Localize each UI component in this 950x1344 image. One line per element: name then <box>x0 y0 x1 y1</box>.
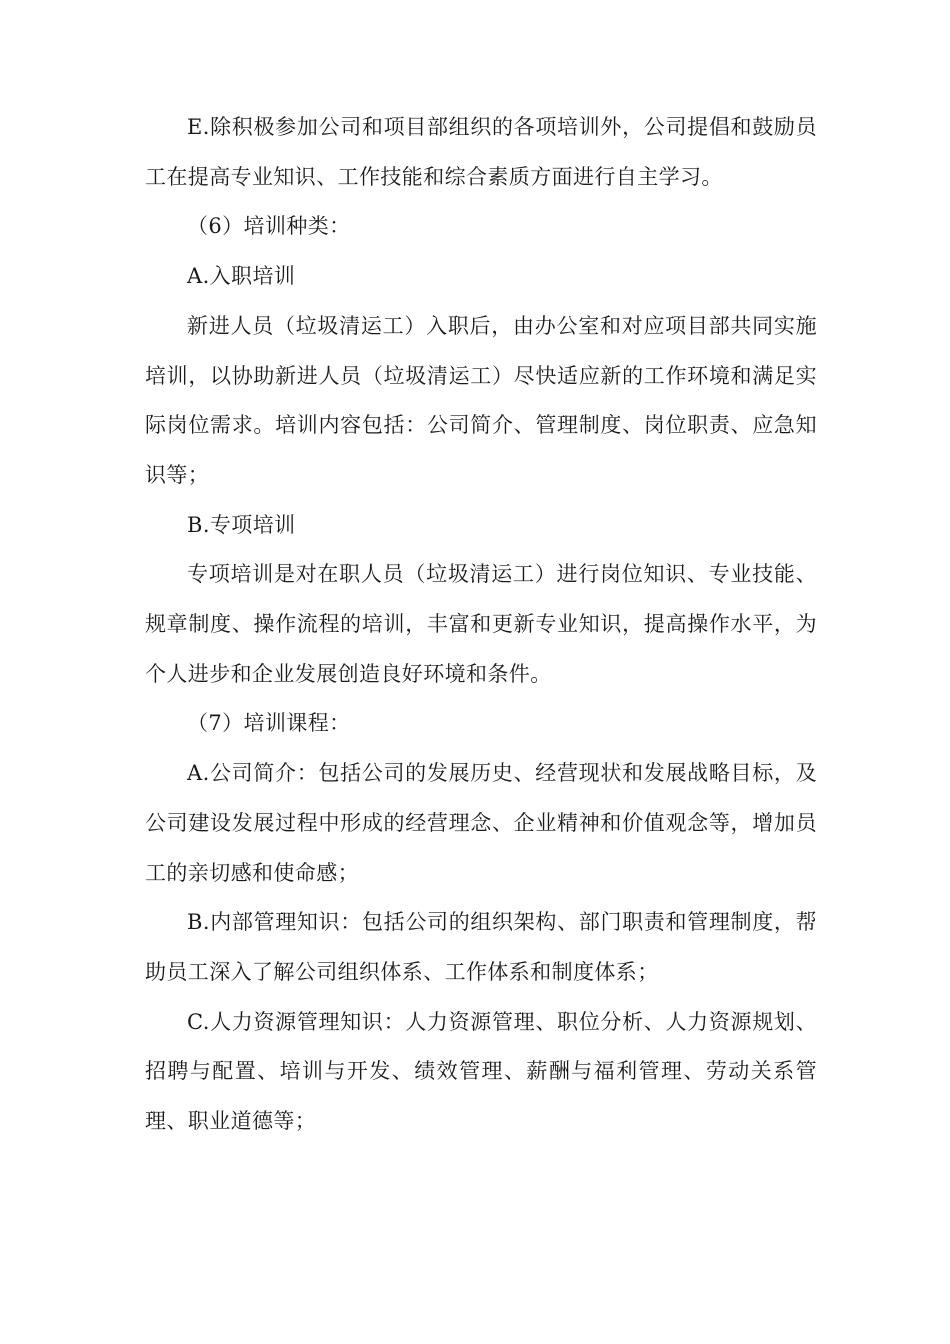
paragraph-onboarding-training: 新进人员（垃圾清运工）入职后，由办公室和对应项目部共同实施培训，以协助新进人员（垃圾清运工）尽快适应新的工作环境和满足实际岗位需求。培训内容包括：公司简介、管理制度、岗位职责、应急知识等； <box>145 313 817 487</box>
paragraph-self-study: E.除积极参加公司和项目部组织的各项培训外，公司提倡和鼓励员工在提高专业知识、工作技能和综合素质方面进行自主学习。 <box>145 115 817 189</box>
subheading-special-training: B.专项培训 <box>187 512 296 537</box>
paragraph-special-training: 专项培训是对在职人员（垃圾清运工）进行岗位知识、专业技能、规章制度、操作流程的培训，丰富和更新专业知识，提高操作水平，为个人进步和企业发展创造良好环境和条件。 <box>145 562 817 686</box>
subheading-onboarding-training: A.入职培训 <box>187 264 296 289</box>
heading-training-types: （6）培训种类： <box>187 214 351 239</box>
document-body <box>145 103 817 1147</box>
paragraph-company-intro: A.公司简介：包括公司的发展历史、经营现状和发展战略目标，及公司建设发展过程中形成的经营理念、企业精神和价值观念等，增加员工的亲切感和使命感； <box>145 761 817 885</box>
paragraph-hr-management: C.人力资源管理知识：人力资源管理、职位分析、人力资源规划、招聘与配置、培训与开发、绩效管理、薪酬与福利管理、劳动关系管理、职业道德等； <box>145 1009 817 1134</box>
heading-training-courses: （7）培训课程： <box>187 711 351 736</box>
paragraph-internal-management: B.内部管理知识：包括公司的组织架构、部门职责和管理制度，帮助员工深入了解公司组织体系、工作体系和制度体系； <box>145 910 817 984</box>
